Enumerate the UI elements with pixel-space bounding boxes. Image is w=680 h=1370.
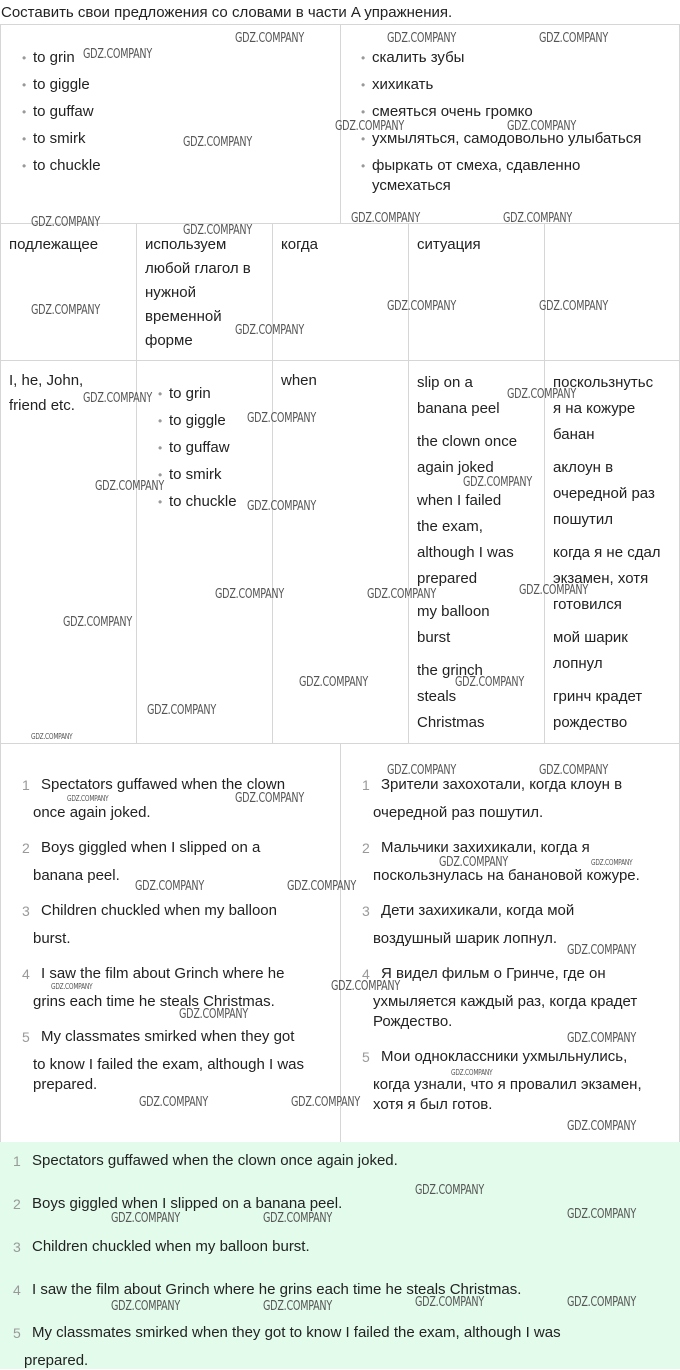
situation-en: prepared	[417, 570, 478, 587]
header-verb: нужной	[145, 284, 196, 301]
watermark: GDZ.COMPANY	[567, 1119, 636, 1134]
sentence-number: 1	[362, 777, 370, 793]
watermark: GDZ.COMPANY	[31, 215, 100, 230]
grammar-row-divider	[0, 360, 680, 361]
verb-item: • to smirk	[169, 466, 222, 484]
situation-ru: лопнул	[553, 655, 603, 672]
subject-cell: friend etc.	[9, 397, 75, 414]
sentence-number: 3	[362, 903, 370, 919]
header-situation: ситуация	[417, 236, 481, 253]
situation-ru: очередной раз	[553, 485, 655, 502]
answer-number: 5	[13, 1325, 21, 1341]
situation-ru: банан	[553, 426, 595, 443]
situation-en: the exam,	[417, 518, 483, 535]
watermark: GDZ.COMPANY	[95, 479, 164, 494]
watermark: GDZ.COMPANY	[503, 211, 572, 226]
watermark: GDZ.COMPANY	[235, 791, 304, 806]
watermark: GDZ.COMPANY	[567, 943, 636, 958]
situation-en: again joked	[417, 459, 494, 476]
sentence-ru: ухмыляется каждый раз, когда крадет	[373, 993, 638, 1010]
vocab-ru-item: • фыркать от смеха, сдавленно	[372, 157, 580, 175]
situation-en: the clown once	[417, 433, 518, 450]
header-when: когда	[281, 236, 318, 253]
watermark: GDZ.COMPANY	[139, 1095, 208, 1110]
watermark: GDZ.COMPANY	[263, 1211, 332, 1226]
sentence-ru: Мои одноклассники ухмыльнулись,	[381, 1048, 628, 1065]
situation-ru: рождество	[553, 714, 628, 731]
sentence-en: My classmates smirked when they got	[41, 1028, 295, 1045]
answer-sentence: Boys giggled when I slipped on a banana peel.	[32, 1195, 343, 1212]
watermark: GDZ.COMPANY	[63, 615, 132, 630]
watermark: GDZ.COMPANY	[567, 1031, 636, 1046]
sentence-en: to know I failed the exam, although I was	[33, 1056, 304, 1073]
watermark: GDZ.COMPANY	[299, 675, 368, 690]
situation-ru: когда я не сдал	[553, 544, 661, 561]
sentence-number: 5	[22, 1029, 30, 1045]
answer-number: 2	[13, 1196, 21, 1212]
situation-ru: поскользнутьс	[553, 374, 654, 391]
situation-en: when I failed	[417, 492, 502, 509]
watermark: GDZ.COMPANY	[463, 475, 532, 490]
watermark: GDZ.COMPANY	[567, 1207, 636, 1222]
watermark: GDZ.COMPANY	[507, 119, 576, 134]
sentence-ru: поскользнулась на банановой кожуре.	[373, 867, 640, 884]
watermark: GDZ.COMPANY	[247, 499, 316, 514]
watermark: GDZ.COMPANY	[147, 703, 216, 718]
watermark: GDZ.COMPANY	[183, 223, 252, 238]
sentence-en: Boys giggled when I slipped on a	[41, 839, 261, 856]
watermark: GDZ.COMPANY	[439, 855, 508, 870]
watermark: GDZ.COMPANY	[539, 763, 608, 778]
verb-item: • to giggle	[169, 412, 226, 430]
sentence-en: I saw the film about Grinch where he	[41, 965, 285, 982]
watermark: GDZ.COMPANY	[215, 587, 284, 602]
sentence-ru: Мальчики захихикали, когда я	[381, 839, 590, 856]
sentence-en: Children chuckled when my balloon	[41, 902, 277, 919]
watermark: GDZ.COMPANY	[451, 1068, 493, 1077]
sentence-ru: Зрители захохотали, когда клоун в	[381, 776, 623, 793]
subject-cell: I, he, John,	[9, 372, 84, 389]
answer-sentence: My classmates smirked when they got to know I failed the exam, although I was	[32, 1324, 561, 1341]
sentence-en: prepared.	[33, 1076, 98, 1093]
verb-item: • to grin	[169, 385, 211, 403]
answer-sentence: prepared.	[24, 1352, 89, 1369]
watermark: GDZ.COMPANY	[183, 135, 252, 150]
sentence-en: banana peel.	[33, 867, 120, 884]
header-verb: используем	[145, 236, 227, 253]
sentence-number: 1	[22, 777, 30, 793]
watermark: GDZ.COMPANY	[235, 31, 304, 46]
vocab-ru-item: • скалить зубы	[372, 49, 464, 67]
watermark: GDZ.COMPANY	[67, 794, 109, 803]
watermark: GDZ.COMPANY	[179, 1007, 248, 1022]
watermark: GDZ.COMPANY	[335, 119, 404, 134]
sentence-number: 5	[362, 1049, 370, 1065]
header-subject: подлежащее	[9, 236, 99, 253]
sentence-number: 2	[362, 840, 370, 856]
watermark: GDZ.COMPANY	[31, 732, 73, 741]
sentence-number: 4	[22, 966, 30, 982]
situation-en: steals	[417, 688, 457, 705]
sentence-ru: Я видел фильм о Гринче, где он	[381, 965, 606, 982]
sentence-en: once again joked.	[33, 804, 151, 821]
sentence-ru: хотя я был готов.	[373, 1096, 493, 1113]
watermark: GDZ.COMPANY	[507, 387, 576, 402]
watermark: GDZ.COMPANY	[387, 31, 456, 46]
watermark: GDZ.COMPANY	[31, 303, 100, 318]
situation-ru: гринч крадет	[553, 688, 643, 705]
answer-sentence: Spectators guffawed when the clown once again joked.	[32, 1152, 398, 1169]
header-verb: форме	[145, 332, 193, 349]
sentence-number: 2	[22, 840, 30, 856]
answer-number: 4	[13, 1282, 21, 1298]
sentence-number: 3	[22, 903, 30, 919]
header-verb: любой глагол в	[145, 260, 251, 277]
watermark: GDZ.COMPANY	[111, 1299, 180, 1314]
watermark: GDZ.COMPANY	[387, 299, 456, 314]
vocab-ru-item-cont: усмехаться	[372, 177, 451, 194]
sentence-number: 4	[362, 966, 370, 982]
watermark: GDZ.COMPANY	[415, 1295, 484, 1310]
situation-en: slip on a	[417, 374, 473, 391]
sentence-ru: очередной раз пошутил.	[373, 804, 544, 821]
watermark: GDZ.COMPANY	[539, 31, 608, 46]
vocab-en-item: • to giggle	[33, 76, 90, 94]
vocab-en-item: • to grin	[33, 49, 75, 67]
sentences-divider	[340, 743, 341, 1143]
verb-item: • to chuckle	[169, 493, 237, 511]
watermark: GDZ.COMPANY	[331, 979, 400, 994]
watermark: GDZ.COMPANY	[111, 1211, 180, 1226]
watermark: GDZ.COMPANY	[287, 879, 356, 894]
sentence-ru: воздушный шарик лопнул.	[373, 930, 558, 947]
watermark: GDZ.COMPANY	[387, 763, 456, 778]
watermark: GDZ.COMPANY	[247, 411, 316, 426]
situation-ru: готовился	[553, 596, 622, 613]
vocab-en-item: • to chuckle	[33, 157, 101, 175]
watermark: GDZ.COMPANY	[263, 1299, 332, 1314]
sentence-ru: Рождество.	[373, 1013, 453, 1030]
situation-en: burst	[417, 629, 451, 646]
watermark: GDZ.COMPANY	[591, 858, 633, 867]
watermark: GDZ.COMPANY	[235, 323, 304, 338]
header-verb: временной	[145, 308, 222, 325]
answer-sentence: Children chuckled when my balloon burst.	[32, 1238, 310, 1255]
situation-en: my balloon	[417, 603, 490, 620]
sentence-ru: Дети захихикали, когда мой	[381, 902, 575, 919]
situation-ru: я на кожуре	[553, 400, 636, 417]
answer-number: 1	[13, 1153, 21, 1169]
watermark: GDZ.COMPANY	[83, 391, 152, 406]
watermark: GDZ.COMPANY	[135, 879, 204, 894]
vocab-ru-item: • ухмыляться, самодовольно улыбаться	[372, 130, 641, 148]
watermark: GDZ.COMPANY	[567, 1295, 636, 1310]
verb-item: • to guffaw	[169, 439, 230, 457]
vocab-ru-item: • хихикать	[372, 76, 433, 94]
watermark: GDZ.COMPANY	[519, 583, 588, 598]
watermark: GDZ.COMPANY	[351, 211, 420, 226]
watermark: GDZ.COMPANY	[291, 1095, 360, 1110]
vocab-en-item: • to guffaw	[33, 103, 94, 121]
answer-number: 3	[13, 1239, 21, 1255]
situation-en: Christmas	[417, 714, 485, 731]
situation-ru: аклоун в	[553, 459, 614, 476]
watermark: GDZ.COMPANY	[51, 982, 93, 991]
situation-en: although I was	[417, 544, 514, 561]
watermark: GDZ.COMPANY	[455, 675, 524, 690]
situation-ru: пошутил	[553, 511, 613, 528]
sentence-en: Spectators guffawed when the clown	[41, 776, 286, 793]
sentence-en: burst.	[33, 930, 71, 947]
vocab-ru-item: • смеяться очень громко	[372, 103, 533, 121]
answer-sentence: I saw the film about Grinch where he grins each time he steals Christmas.	[32, 1281, 522, 1298]
exercise-title: Составить свои предложения со словами в части A упражнения.	[1, 4, 453, 21]
watermark: GDZ.COMPANY	[367, 587, 436, 602]
vocab-en-item: • to smirk	[33, 130, 86, 148]
grammar-col-divider	[272, 223, 273, 744]
watermark: GDZ.COMPANY	[539, 299, 608, 314]
situation-en: the grinch	[417, 662, 483, 679]
sentence-en: grins each time he steals Christmas.	[33, 993, 275, 1010]
when-cell: when	[281, 372, 317, 389]
situation-ru: экзамен, хотя	[553, 570, 649, 587]
watermark: GDZ.COMPANY	[415, 1183, 484, 1198]
watermark: GDZ.COMPANY	[83, 47, 152, 62]
situation-en: banana peel	[417, 400, 500, 417]
situation-ru: мой шарик	[553, 629, 628, 646]
sentence-ru: когда узнали, что я провалил экзамен,	[373, 1076, 642, 1093]
